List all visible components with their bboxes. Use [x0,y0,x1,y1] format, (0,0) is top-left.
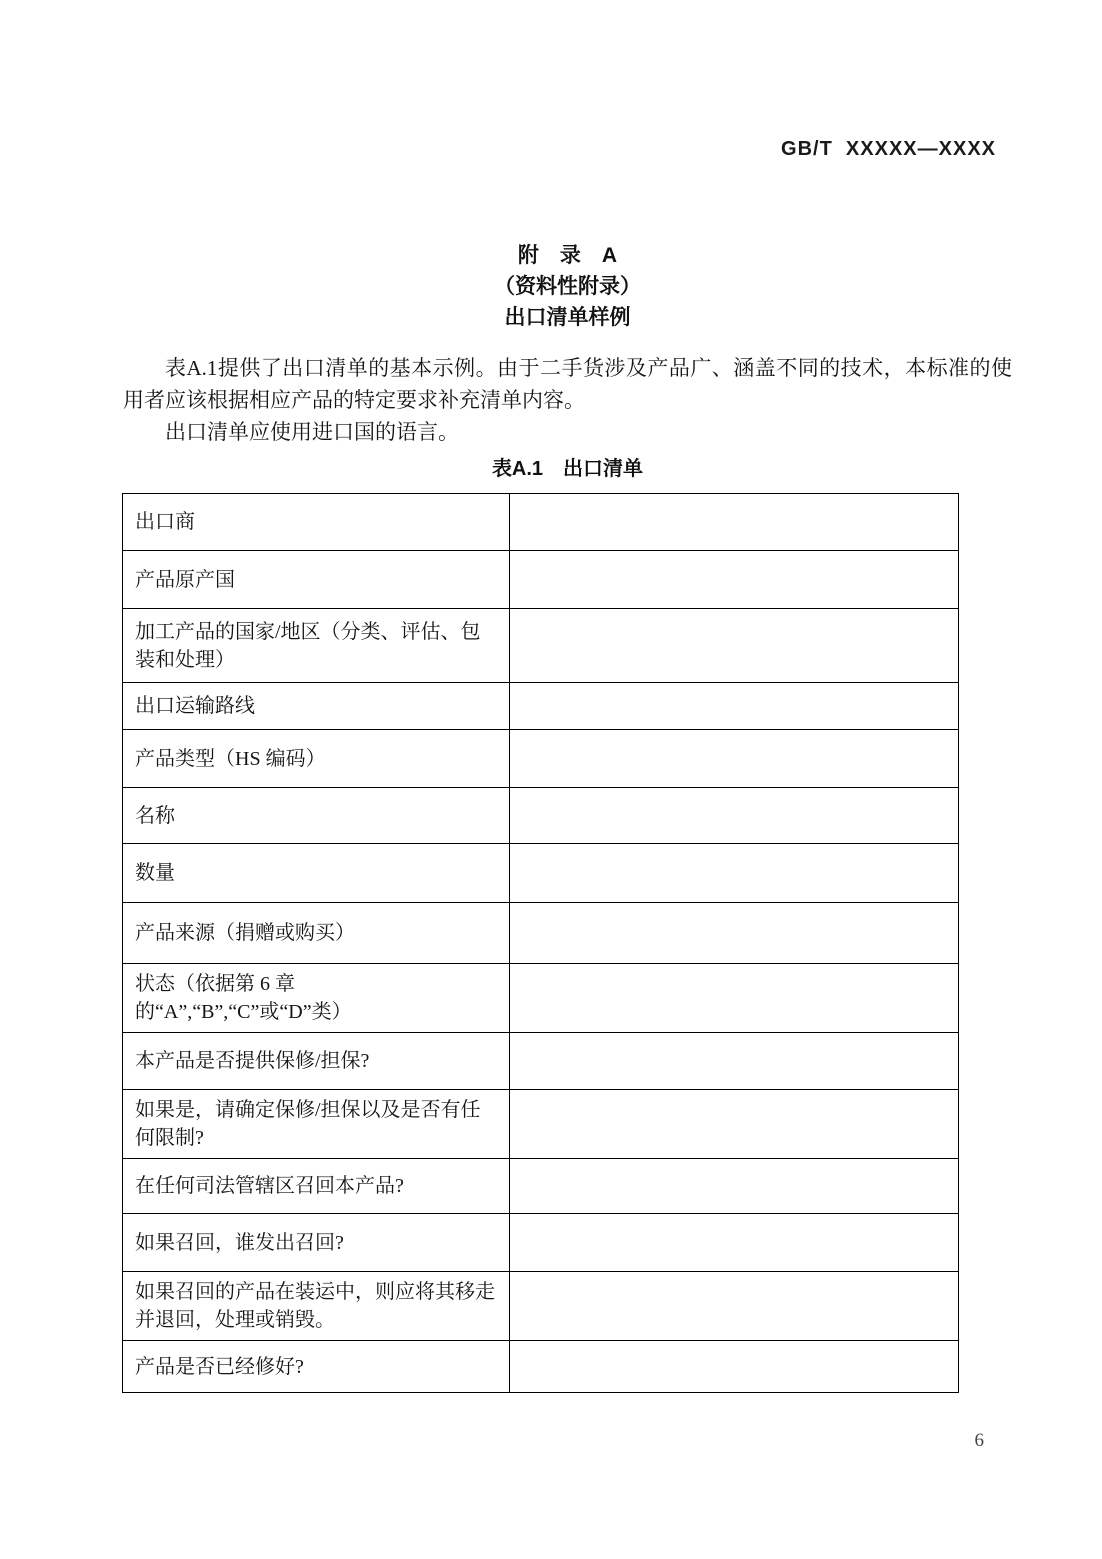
table-row [123,1214,959,1272]
table-row [123,1033,959,1090]
row-label-exporter: 出口商 [123,494,510,551]
export-list-table [122,493,959,1393]
table-row [123,964,959,1033]
row-label-name: 名称 [123,788,510,844]
language-paragraph: 出口清单应使用进口国的语言。 [165,420,459,444]
row-label-recall-jurisdiction: 在任何司法管辖区召回本产品? [123,1159,510,1214]
row-label-product-source: 产品来源（捐赠或购买） [123,903,510,964]
row-label-warranty-provided: 本产品是否提供保修/担保? [123,1033,510,1090]
table-row [123,730,959,788]
table-row [123,1090,959,1159]
intro-paragraph: 表A.1提供了出口清单的基本示例。由于二手货涉及产品广、涵盖不同的技术，本标准的使用者应该根据相应产品的特定要求补充清单内容。 [123,356,1012,412]
appendix-subtitle: （资料性附录） [494,275,641,298]
row-value-warranty-limits [510,1090,959,1159]
table-row [123,1159,959,1214]
table-row [123,551,959,609]
table-row [123,844,959,903]
row-label-recall-in-transit: 如果召回的产品在装运中，则应将其移走并退回，处理或销毁。 [123,1272,510,1341]
row-value-recall-issuer [510,1214,959,1272]
row-value-condition-class [510,964,959,1033]
row-value-product-repaired [510,1341,959,1393]
row-label-warranty-limits: 如果是，请确定保修/担保以及是否有任何限制? [123,1090,510,1159]
row-value-warranty-provided [510,1033,959,1090]
row-label-quantity: 数量 [123,844,510,903]
table-row [123,1341,959,1393]
table-row [123,609,959,683]
row-label-country-of-origin: 产品原产国 [123,551,510,609]
row-value-product-source [510,903,959,964]
row-label-product-type-hs: 产品类型（HS 编码） [123,730,510,788]
row-label-product-repaired: 产品是否已经修好? [123,1341,510,1393]
appendix-title: 附 录 A [517,244,618,267]
row-value-exporter [510,494,959,551]
table-row [123,903,959,964]
table-caption: 表A.1 出口清单 [491,458,644,480]
row-label-export-route: 出口运输路线 [123,683,510,730]
row-value-quantity [510,844,959,903]
row-value-country-of-origin [510,551,959,609]
row-label-condition-class: 状态（依据第 6 章的“A”,“B”,“C”或“D”类） [123,964,510,1033]
page-number: 6 [974,1430,984,1451]
table-row [123,788,959,844]
row-value-name [510,788,959,844]
row-label-processing-country: 加工产品的国家/地区（分类、评估、包装和处理） [123,609,510,683]
row-value-recall-jurisdiction [510,1159,959,1214]
row-value-product-type-hs [510,730,959,788]
appendix-title-block [123,240,1012,333]
standard-code-header: GB/T XXXXX—XXXX [781,138,996,160]
table-row [123,494,959,551]
table-row [123,1272,959,1341]
table-row [123,683,959,730]
row-label-recall-issuer: 如果召回，谁发出召回? [123,1214,510,1272]
row-value-recall-in-transit [510,1272,959,1341]
row-value-export-route [510,683,959,730]
row-value-processing-country [510,609,959,683]
appendix-section-title: 出口清单样例 [504,306,631,329]
